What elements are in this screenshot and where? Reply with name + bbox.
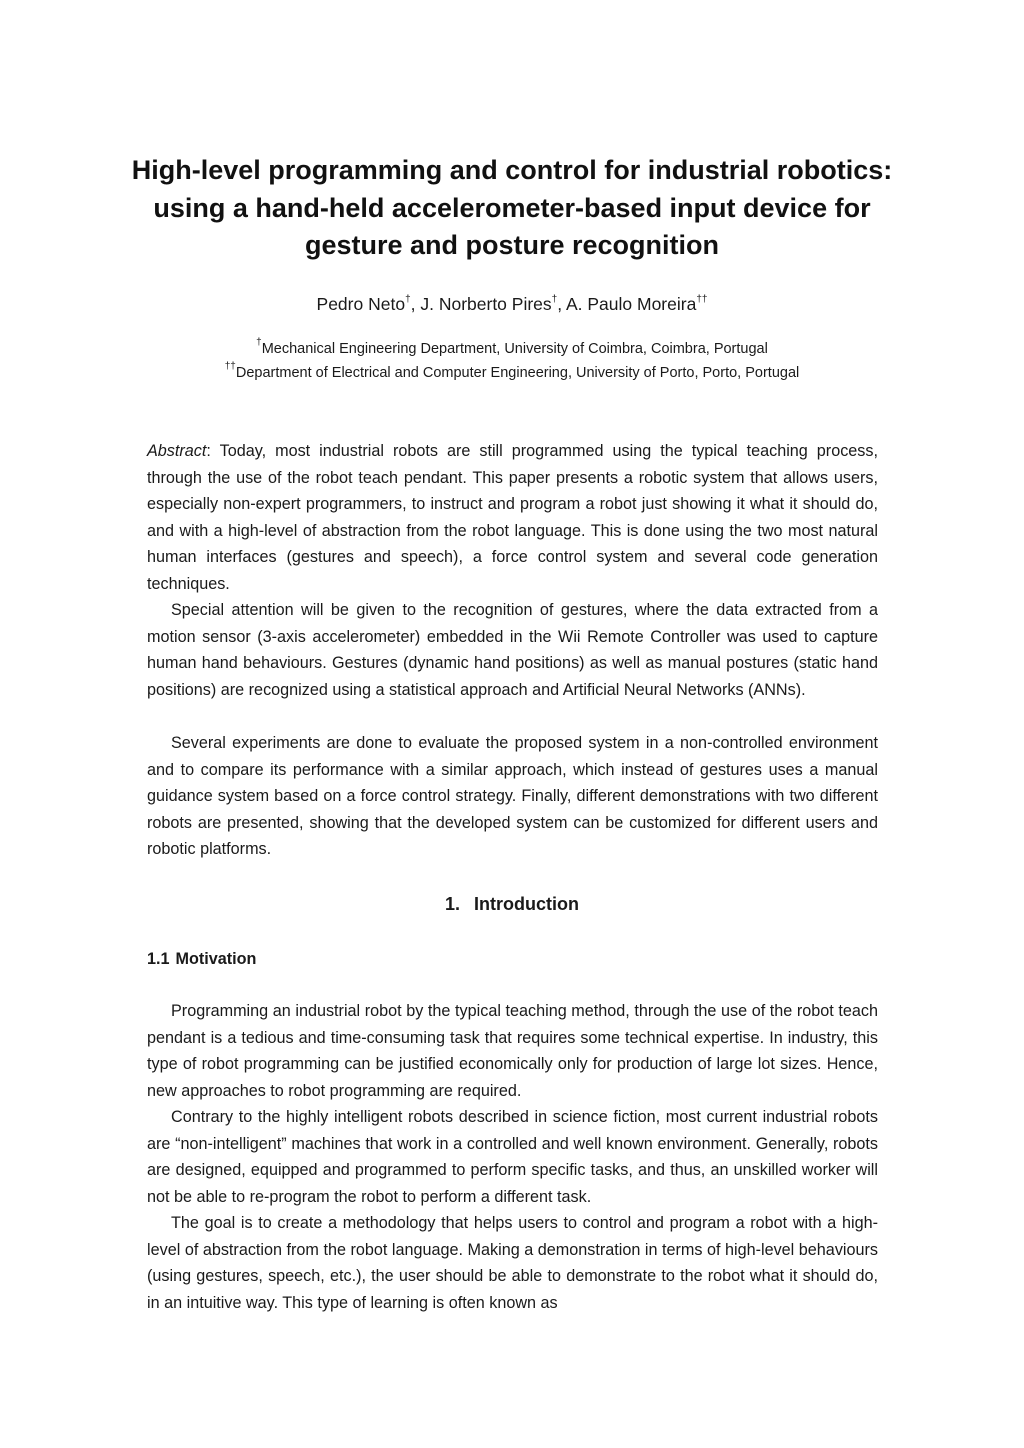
paper-title: High-level programming and control for industrial robotics: using a hand-held accelerometer-based input device for gesture and posture recognition [131, 155, 893, 260]
author-list [0, 290, 1024, 318]
author-name: J. Norberto Pires [420, 294, 552, 314]
body-paragraph-1: Programming an industrial robot by the typical teaching method, through the use of the robot teach pendant is a tedious and time-consuming task that requires some technical expertise. In industry, this type of robot programming can be justified economically only for production of large lot sizes. Hence, new approaches to robot programming are required. [147, 1002, 878, 1100]
abstract-text: : Today, most industrial robots are still programmed using the typical teaching process, through the use of the robot teach pendant. This paper presents a robotic system that allows users, especially non-expert programmers, to instruct and program a robot just showing it what it should do, and with a high-level of abstraction from the robot language. This is done using the two most natural human interfaces (gestures and speech), a force control system and several code generation techniques. [147, 442, 878, 593]
subsection-heading-motivation [147, 946, 256, 972]
author-name: A. Paulo Moreira [565, 294, 697, 314]
body-paragraph-3: The goal is to create a methodology that helps users to control and program a robot with a high-level of abstraction from the robot language. Making a demonstration in terms of high-level behaviours (using gestures, speech, etc.), the user should be able to demonstrate to the robot what it should do, in an intuitive way. This type of learning is often known as [147, 1214, 878, 1312]
body-paragraph-2: Contrary to the highly intelligent robots described in science fiction, most current industrial robots are “non-intelligent” machines that work in a controlled and well known environment. Generally, robots are designed, equipped and programmed to perform specific tasks, and thus, an unskilled worker will not be able to re-program the robot to perform a different task. [147, 1108, 878, 1206]
author-name: Pedro Neto [316, 294, 406, 314]
subsection-number: 1.1 [147, 950, 170, 968]
section-title: Introduction [474, 894, 579, 914]
affiliation-text: Department of Electrical and Computer Engineering, University of Porto, Porto, Portugal [235, 365, 800, 381]
affiliation-mark: †† [696, 294, 708, 305]
abstract-paragraph-3: Several experiments are done to evaluate the proposed system in a non-controlled environment and to compare its performance with a similar approach, which instead of gestures uses a manual guidance system based on a force control strategy. Finally, different demonstrations with two different robots are presented, showing that the developed system can be customized for different users and robotic platforms. [147, 734, 878, 859]
affiliation-mark: † [405, 294, 411, 305]
subsection-title: Motivation [175, 950, 257, 968]
abstract-paragraph-2: Special attention will be given to the recognition of gestures, where the data extracted from a motion sensor (3-axis accelerometer) embedded in the Wii Remote Controller was used to capture human hand behaviours. Gestures (dynamic hand positions) as well as manual postures (static hand positions) are recognized using a statistical approach and Artificial Neural Networks (ANNs). [147, 601, 878, 699]
abstract-paragraph [147, 438, 878, 598]
affiliation-mark: † [551, 294, 558, 305]
affiliation-text: Mechanical Engineering Department, University of Coimbra, Coimbra, Portugal [261, 341, 768, 357]
section-number: 1. [445, 894, 461, 914]
section-heading-introduction [0, 891, 1024, 917]
abstract-label: Abstract [147, 442, 207, 460]
author-separator: , [557, 294, 566, 314]
affiliation-coimbra [0, 338, 1024, 360]
affiliation-porto [0, 362, 1024, 384]
affiliation-mark: †† [224, 361, 236, 372]
author-separator: , [410, 294, 421, 314]
affiliation-mark: † [256, 337, 262, 348]
